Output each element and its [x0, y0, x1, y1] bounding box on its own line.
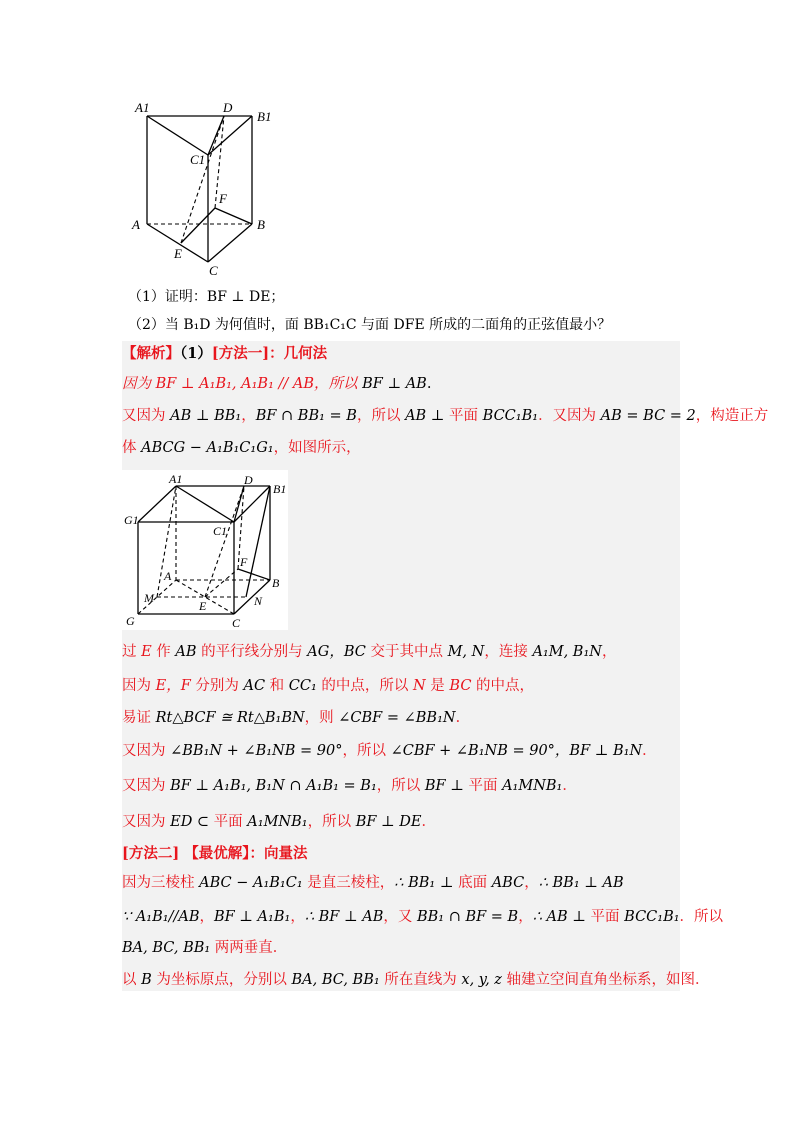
method-2-header: [方法二] 【最优解】：向量法 — [122, 845, 308, 862]
solution-line: 易证 Rt△BCF ≅ Rt△B₁BN，则 ∠CBF = ∠BB₁N． — [122, 710, 471, 726]
cube-figure — [122, 470, 288, 630]
part-label: （1） — [180, 345, 212, 362]
fig1-label: A — [132, 217, 140, 232]
svg-text:D: D — [244, 473, 253, 487]
fig1-label: B1 — [257, 109, 272, 124]
analysis-tag: 【解析】 — [122, 345, 180, 362]
fig1-label: B — [257, 217, 265, 232]
svg-text:G: G — [126, 614, 135, 628]
svg-text:G1: G1 — [124, 513, 139, 527]
solution-line: 过 E 作 AB 的平行线分别与 AG，BC 交于其中点 M, N，连接 A₁M, B₁N， — [122, 644, 617, 660]
svg-text:C1: C1 — [213, 524, 228, 538]
solution-line: 又因为 BF ⊥ A₁B₁, B₁N ∩ A₁B₁ = B₁，所以 BF ⊥ 平面 A₁MNB₁． — [122, 778, 577, 794]
fig1-label: D — [223, 100, 233, 115]
svg-text:M: M — [144, 591, 154, 605]
method-title: [方法一]：几何法 — [211, 345, 328, 362]
solution-line: BA, BC, BB₁ 两两垂直． — [122, 940, 288, 956]
solution-header — [122, 343, 327, 365]
solution-line: 因为三棱柱 ABC − A₁B₁C₁ 是直三棱柱，∴ BB₁ ⊥ 底面 ABC，∴ BB₁ ⊥ AB — [122, 875, 624, 891]
solution-line: 以 B 为坐标原点，分别以 BA, BC, BB₁ 所在直线为 x, y, z 轴建立空间直角坐标系，如图． — [122, 972, 710, 988]
svg-text:A: A — [164, 569, 172, 583]
fig1-label: C1 — [190, 152, 206, 167]
svg-text:N: N — [254, 594, 263, 608]
solution-line: ∵ A₁B₁//AB，BF ⊥ A₁B₁，∴ BF ⊥ AB，又 BB₁ ∩ BF = B，∴ AB ⊥ 平面 BCC₁B₁．所以 — [122, 909, 724, 925]
solution-line: 又因为 ∠BB₁N + ∠B₁NB = 90°，所以 ∠CBF + ∠B₁NB = 90°，BF ⊥ B₁N． — [122, 743, 657, 759]
svg-text:E: E — [199, 599, 207, 613]
solution-line: 因为 BF ⊥ A₁B₁, A₁B₁ // AB，所以 BF ⊥ AB. — [122, 376, 432, 392]
svg-text:B1: B1 — [273, 482, 287, 496]
fig1-label: C — [209, 263, 218, 278]
fig1-label: A1 — [135, 100, 150, 115]
fig1-label: E — [174, 246, 182, 261]
fig1-label: F — [219, 191, 227, 206]
svg-text:A1: A1 — [169, 472, 183, 486]
solution-line: 因为 E，F 分别为 AC 和 CC₁ 的中点，所以 N 是 BC 的中点， — [122, 678, 535, 694]
solution-line: 又因为 AB ⊥ BB₁，BF ∩ BB₁ = B，所以 AB ⊥ 平面 BCC₁B₁．又因为 AB = BC = 2，构造正方 — [122, 408, 769, 424]
svg-text:F: F — [240, 555, 248, 569]
svg-text:C: C — [232, 616, 241, 630]
svg-text:B: B — [272, 576, 280, 590]
question-1: （1）证明：BF ⊥ DE； — [128, 289, 285, 305]
solution-line: 又因为 ED ⊂ 平面 A₁MNB₁，所以 BF ⊥ DE． — [122, 814, 436, 830]
question-2: （2）当 B₁D 为何值时，面 BB₁C₁C 与面 DFE 所成的二面角的正弦值最小？ — [128, 317, 612, 333]
prism-figure — [125, 95, 285, 280]
solution-line: 体 ABCG − A₁B₁C₁G₁，如图所示， — [122, 440, 361, 456]
